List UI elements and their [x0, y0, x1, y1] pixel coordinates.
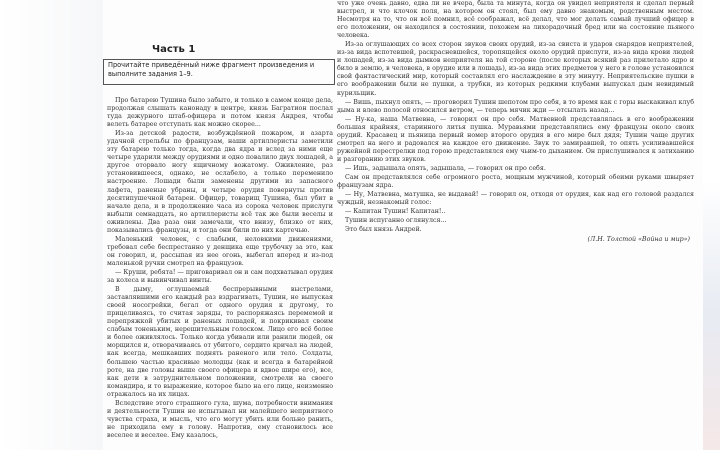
dialogue-line: — Ишь, задышала опять, задышала, — говорил он про себя.: [345, 164, 546, 172]
paragraph: Сам он представлялся себе огромного роста, мощным мужчиной, который обеими руками швыряет французам ядра.: [337, 173, 694, 190]
dialogue-line: — Ну-ка, наша Матвевна, — говорил он про себя. Матвевной представлялась в его воображении большая крайняя, старинного литья пушка. Муравьями представлялись ему французы около своих орудий. Красавец и пьяница первый номер второго орудия в его мире был дядя; Тушин чаще других смотрел на него и радовался на каждое его движение. Звук то замиравшей, то опять усиливавшейся ружейной перестрелки под горою представлялся ему чьим-то дыханием. Он прислушивался к затиханию и разгоранию этих звуков.: [337, 115, 694, 163]
page-title: Часть 1: [152, 44, 196, 55]
task-instruction: Прочитайте приведённый ниже фрагмент произведения и выполните задания 1–9.: [103, 59, 335, 85]
paragraph: что уже очень давно, едва ли не вчера, была та минута, когда он увидел неприятеля и сделал первый выстрел, и что клочок поля, на котором он стоял, был ему давно знакомым, родственным местом. Несмотря на то, что он всё помнил, всё соображал, всё делал, что мог делать самый лучший офицер в его положении, он находился в состоянии, похожем на лихорадочный бред или на состояние пьяного человека.: [337, 0, 694, 40]
paragraph: Вследствие этого страшного гула, шума, потребности внимания и деятельности Тушин не испытывал ни малейшего неприятного чувства страха, и мысль, что его могут убить или больно ранить, не приходила ему в голову. Напротив, ему становилось все веселее и веселее. Ему казалось,: [107, 399, 333, 439]
text-column-right: [337, 0, 694, 449]
paragraph: Маленький человек, с слабыми, неловкими движениями, требовал себе беспрестанно у денщика еще трубочку за это, как он говорил, и, рассыпая из нее огонь, выбегал вперед и из-под маленькой ручки смотрел на французов.: [107, 235, 333, 267]
paragraph: Тушин испуганно оглянулся...: [345, 217, 447, 225]
text-column-left: [107, 97, 333, 450]
paragraph: Из-за оглушающих со всех сторон звуков своих орудий, из-за свиста и ударов снарядов неприятелей, из-за вида вспотевшей, раскрасневшейся, торопящейся около орудий прислуги, из-за вида крови людей и лошадей, из-за вида дымков неприятеля на той стороне (после которых всякий раз прилетало ядро и било в землю, в человека, в орудие или в лошадь), из-за вида этих предметов у него в голове установился свой фантастический мир, который составлял его наслаждение в эту минуту. Неприятельские пушки в его воображении были не пушки, а трубки, из которых редкими клубами выпускал дым невидимый курильщик.: [337, 41, 694, 97]
dialogue-line: — Капитан Тушин! Капитан!..: [345, 208, 446, 216]
paragraph: Это был князь Андрей.: [345, 226, 422, 234]
paragraph: Из-за детской радости, возбуждённой пожаром, и азарта удачной стрельбы по французам, наши артиллеристы заметили эту батарею только тогда, когда два ядра и вслед за ними еще четыре ударили между орудиями и одно повалило двух лошадей, а другое оторвало ногу ящичному вожатому. Оживление, раз установившееся, однако, не ослабело, а только переменило настроение. Лошади были заменены другими из запасного лафета, раненые убраны, и четыре орудия повернуты против десятипушечной батареи. Офицер, товарищ Тушина, был убит в начале дела, и в продолжение часа из сорока человек прислуги выбыли семнадцать, но артиллеристы всё так же были веселы и оживлены. Два раза они замечали, что внизу, близко от них, показывались французы, и тогда они били по них картечью.: [107, 130, 333, 234]
source-attribution: (Л.Н. Толстой «Война и мир»): [587, 236, 690, 244]
paragraph: Про батарею Тушина было забыто, и только в самом конце дела, продолжая слышать канонаду в центре, князь Багратион послал туда дежурного штаб-офицера и потом князя Андрея, чтобы велеть батарее отступать как можно скорее...: [107, 97, 333, 129]
dialogue-line: — Круши, ребята! — приговаривал он и сам подхватывал орудия за колеса и вывинчивал винты.: [107, 268, 333, 285]
dialogue-line: — Вишь, пыхнул опять, — проговорил Тушин шепотом про себя, в то время как с горы выскакивал клуб дыма и влево полосой относился ветром, — теперь мячик жди — отсылать назад...: [337, 98, 694, 114]
paragraph: В дыму, оглушаемый беспрерывными выстрелами, заставлявшими его каждый раз вздрагивать, Тушин, не выпуская своей носогрейки, бегал от одного орудия к другому, то прицеливаясь, то считая заряды, то распоряжаясь перемемой и перепряжкой убитых и раненых лошадей, и покрикивал своим слабым тоненьким, нерешительным голоском. Лицо его всё более и более оживлялось. Только когда убивали или ранили людей, он морщился и, отворачиваясь от убитого, сердито кричал на людей, как всегда, мешкавших поднять раненого или тело. Солдаты, большею частью красивые молодцы (как и всегда в батарейной роте, на две головы выше своего офицера и вдвое шире его), все, как дети в затруднительном положении, смотрели на своего командира, и то выражение, которое было на его лице, неизменно отражалось на их лицах.: [107, 286, 333, 398]
dialogue-line: — Ну, Матвевна, матушка, не выдавай! — говорил он, отходя от орудия, как над его головой раздался чуждый, незнакомый голос:: [337, 191, 694, 207]
